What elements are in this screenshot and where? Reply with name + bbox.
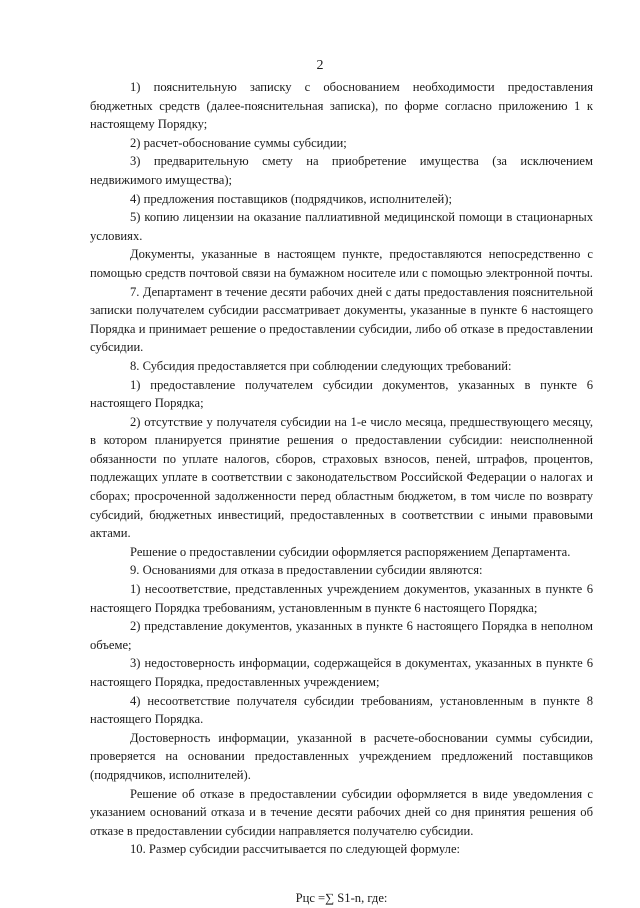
paragraph-item-1: 1) пояснительную записку с обоснованием необходимости предоставления бюджетных средств (далее-пояснительная записка), по форме согласно приложению 1 к настоящему Порядку;: [90, 80, 593, 132]
subsidy-formula: Рцс =∑ S1-n, где:: [295, 890, 388, 905]
paragraph-clause-9-item-4: 4) несоответствие получателя субсидии требованиям, установленным в пункте 8 настоящего Порядка.: [90, 693, 593, 727]
paragraph-clause-9: 9. Основаниями для отказа в предоставлении субсидии являются:: [130, 563, 483, 578]
paragraph-refusal-notice: Решение об отказе в предоставлении субсидии оформляется в виде уведомления с указанием оснований отказа и в течение десяти рабочих дней со дня принятия решения об отказе в предоставлении субсидии направляется получателю субсидии.: [90, 786, 593, 838]
document-body: [90, 78, 593, 908]
page-number: 2: [316, 58, 324, 73]
paragraph-item-2: 2) расчет-обоснование суммы субсидии;: [130, 135, 347, 150]
paragraph-clause-7: 7. Департамент в течение десяти рабочих дней с даты предоставления пояснительной записки получателем субсидии рассматривает документы, указанные в пункте 6 настоящего Порядка и принимает решение о предоставлении субсидии, либо об отказе в предоставлении субсидии.: [90, 284, 593, 355]
paragraph-clause-8-item-2: 2) отсутствие у получателя субсидии на 1-е число месяца, предшествующего месяцу, в котором планируется принятие решения о предоставлении субсидии: неисполненной обязанности по уплате налогов, сборов, страховых взносов, пеней, штрафов, процентов, подлежащих уплате в соответствии с законодательством Российской Федерации о налогах и сборах; просроченной задолженности перед областным бюджетом, в том числе по возврату субсидий, бюджетных инвестиций, предоставленных в соответствии с иными правовыми актами.: [90, 414, 593, 541]
paragraph-verification: Достоверность информации, указанной в расчете-обосновании суммы субсидии, проверяется на основании предоставленных учреждением предложений поставщиков (подрядчиков, исполнителей).: [90, 730, 593, 782]
paragraph-clause-9-item-1: 1) несоответствие, представленных учреждением документов, указанных в пункте 6 настоящего Порядка требованиям, установленным в пункте 6 настоящего Порядка;: [90, 582, 593, 615]
paragraph-item-3: 3) предварительную смету на приобретение имущества (за исключением недвижимого имущества);: [90, 154, 593, 187]
paragraph-clause-9-item-3: 3) недостоверность информации, содержащейся в документах, указанных в пункте 6 настоящего Порядка, предоставленных учреждением;: [90, 656, 593, 689]
paragraph-documents-delivery: Документы, указанные в настоящем пункте, предоставляются непосредственно с помощью средств почтовой связи на бумажном носителе или с помощью электронной почты.: [90, 247, 593, 280]
paragraph-clause-8: 8. Субсидия предоставляется при соблюдении следующих требований:: [130, 358, 512, 373]
paragraph-item-4: 4) предложения поставщиков (подрядчиков, исполнителей);: [130, 191, 452, 206]
paragraph-clause-8-item-1: 1) предоставление получателем субсидии документов, указанных в пункте 6 настоящего Порядка;: [90, 377, 593, 411]
paragraph-clause-10: 10. Размер субсидии рассчитывается по следующей формуле:: [130, 842, 461, 857]
paragraph-item-5: 5) копию лицензии на оказание паллиативной медицинской помощи в стационарных условиях.: [90, 210, 593, 243]
paragraph-clause-9-item-2: 2) представление документов, указанных в пункте 6 настоящего Порядка в неполном объеме;: [90, 619, 593, 652]
paragraph-decision: Решение о предоставлении субсидии оформляется распоряжением Департамента.: [130, 544, 571, 559]
